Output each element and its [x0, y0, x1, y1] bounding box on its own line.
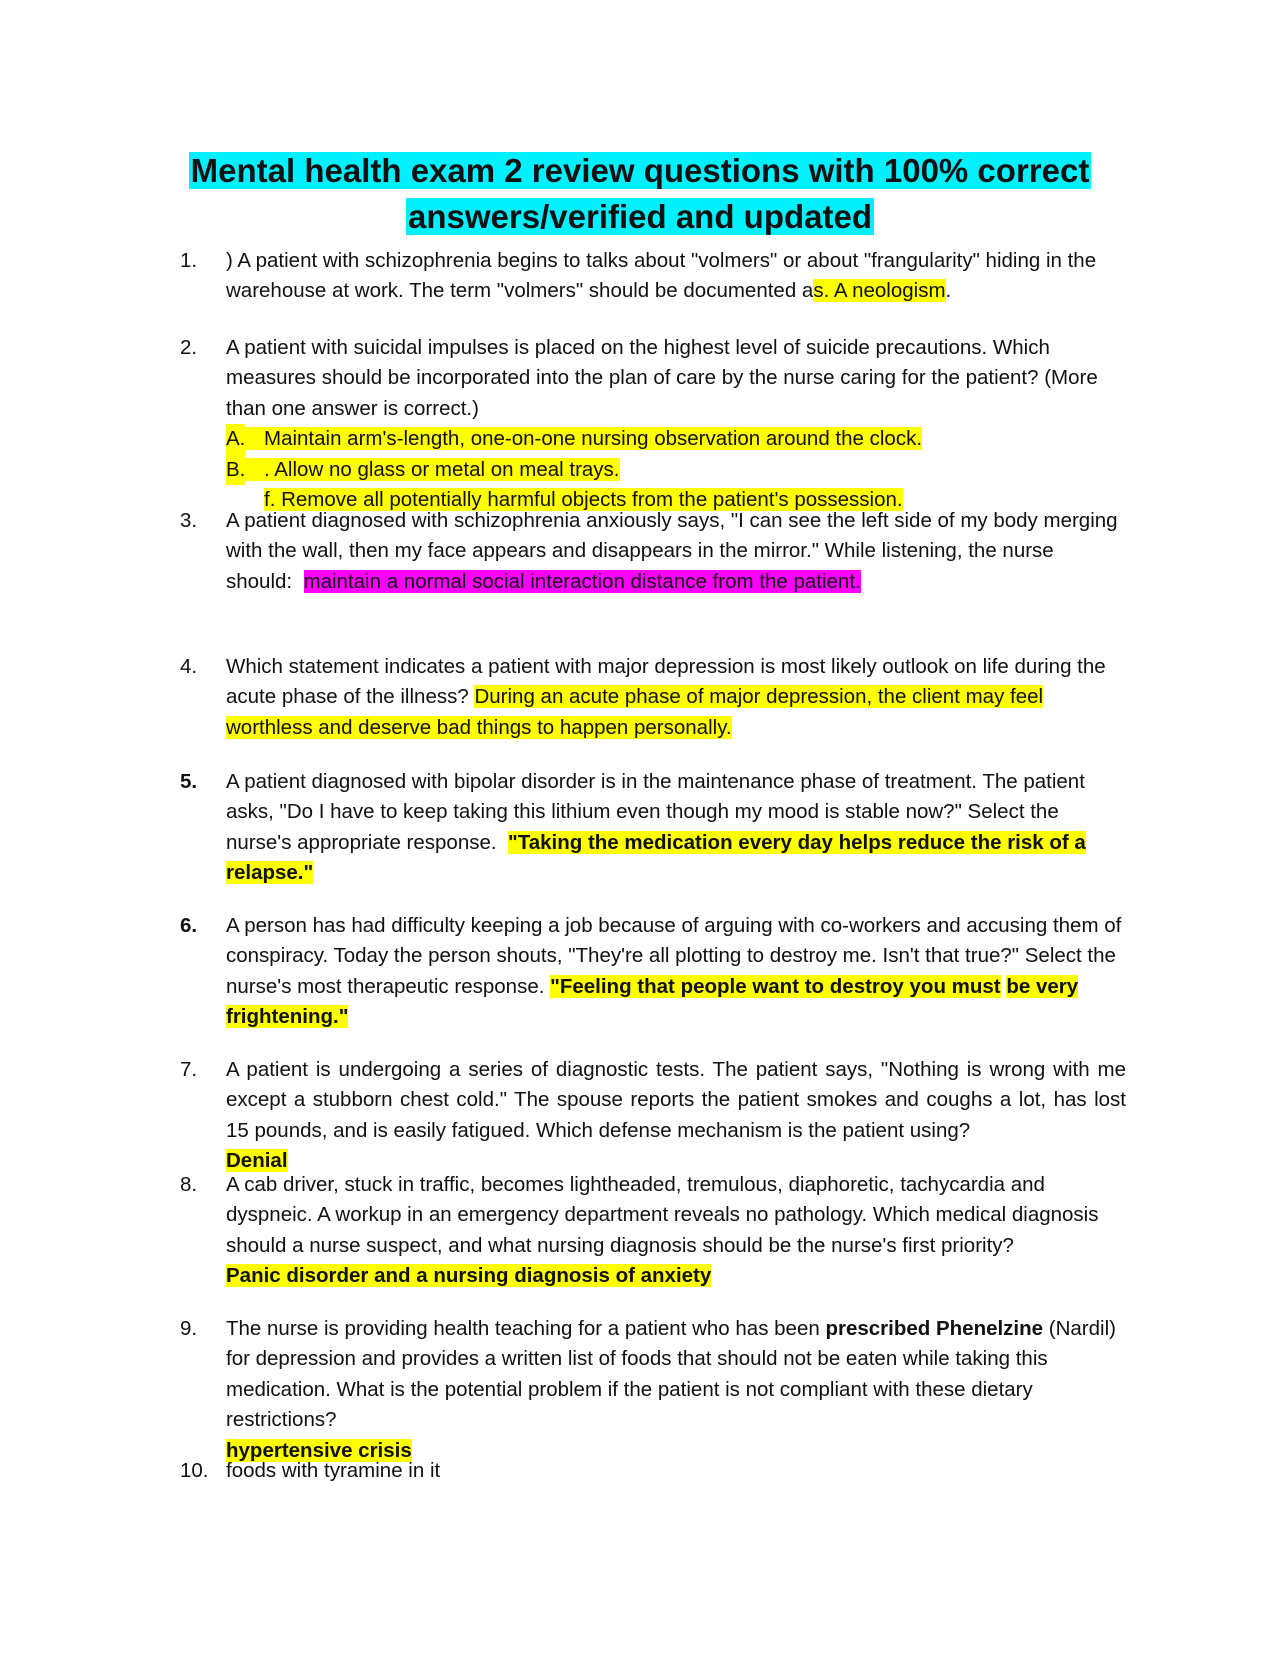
answer-highlight: hypertensive crisis [226, 1438, 412, 1462]
option-b: B. . Allow no glass or metal on meal trays. [226, 455, 1126, 485]
question-number: 2. [180, 336, 198, 359]
answer-highlight: relapse." [226, 861, 314, 885]
question-text: A cab driver, stuck in traffic, becomes lightheaded, tremulous, diaphoretic, tachycardia and dyspneic. A workup in an emergency department reveals no pathology. Which medical diagnosis should a nurse suspect, and what nursing diagnosis should be the nurse's first priority? Panic disorder and a nursing diagnosis of anxiety [226, 1173, 1099, 1288]
answer-highlight: Panic disorder and a nursing diagnosis of anxiety [226, 1264, 712, 1288]
question-text: Which statement indicates a patient with major depression is most likely outlook on life during the acute phase of the illness? During an acute phase of major depression, the client may feel worthless and deserve bad things to happen personally. [226, 655, 1106, 739]
question-text: A person has had difficulty keeping a job because of arguing with co-workers and accusing them of conspiracy. Today the person shouts, "They're all plotting to destroy me. Isn't that true?" Select the nurse's most therapeutic response. "Feeling that people want to destroy you must be very frightening." [226, 914, 1122, 1029]
question-number: 10. [180, 1459, 209, 1482]
answer-highlight: "Feeling that people want to destroy you must [550, 974, 1001, 998]
question-text: A patient diagnosed with bipolar disorder is in the maintenance phase of treatment. The patient asks, "Do I have to keep taking this lithium even though my mood is stable now?" Select the nurse's appropriate response. "Taking the medication every day helps reduce the risk of a relapse." [226, 770, 1086, 885]
question-number: 9. [180, 1317, 198, 1340]
option-a: A. Maintain arm's-length, one-on-one nursing observation around the clock. [226, 424, 1126, 454]
answer-highlight: s. A neologism [813, 279, 946, 303]
question-text: A patient with suicidal impulses is placed on the highest level of suicide precautions. Which measures should be incorporated into the plan of care by the nurse caring for the patient? (More than one answer is correct.) A. Maintain arm's-length, one-on-one nursing observation around the clock. B. . Allow no glass or metal on meal trays. f. Remove all potentially harmful objects from the patient's possession. [226, 333, 1126, 515]
question-number: 5. [180, 770, 198, 793]
question-number: 4. [180, 655, 198, 678]
answer-highlight: be very frightening." [226, 974, 1079, 1029]
page-title [150, 148, 1130, 240]
question-number: 6. [180, 914, 198, 937]
question-number: 8. [180, 1173, 198, 1196]
question-text: A patient is undergoing a series of diagnostic tests. The patient says, "Nothing is wrong with me except a stubborn chest cold." The spouse reports the patient smokes and coughs a lot, has lost 15 pounds, and is easily fatigued. Which defense mechanism is the patient using? Denial [226, 1058, 1126, 1173]
question-text: A patient diagnosed with schizophrenia anxiously says, "I can see the left side of my body merging with the wall, then my face appears and disappears in the mirror." While listening, the nurse should: maintain a normal social interaction distance from the patient. [226, 509, 1118, 593]
answer-highlight: worthless and deserve bad things to happen personally. [226, 715, 732, 739]
answer-highlight: Denial [226, 1149, 288, 1173]
question-number: 7. [180, 1058, 198, 1081]
answer-highlight: maintain a normal social interaction distance from the patient. [303, 569, 861, 593]
title-line-2: answers/verified and updated [408, 198, 872, 235]
question-number: 3. [180, 509, 198, 532]
answer-highlight: During an acute phase of major depression, the client may feel [474, 685, 1044, 709]
title-line-1: Mental health exam 2 review questions with 100% correct [190, 152, 1090, 189]
answer-highlight: "Taking the medication every day helps reduce the risk of a [507, 830, 1086, 854]
question-text: ) A patient with schizophrenia begins to talks about "volmers" or about "frangularity" hiding in the warehouse at work. The term "volmers" should be documented as. A neologism. [226, 249, 1097, 303]
option-f: f. Remove all potentially harmful objects from the patient's possession. [264, 488, 903, 512]
question-text: foods with tyramine in it [226, 1459, 441, 1482]
question-text: The nurse is providing health teaching for a patient who has been prescribed Phenelzine (Nardil) for depression and provides a written list of foods that should not be eaten while taking this medication. What is the potential problem if the patient is not compliant with these dietary restrictions? hypertensive crisis [226, 1317, 1116, 1462]
question-number: 1. [180, 249, 198, 272]
